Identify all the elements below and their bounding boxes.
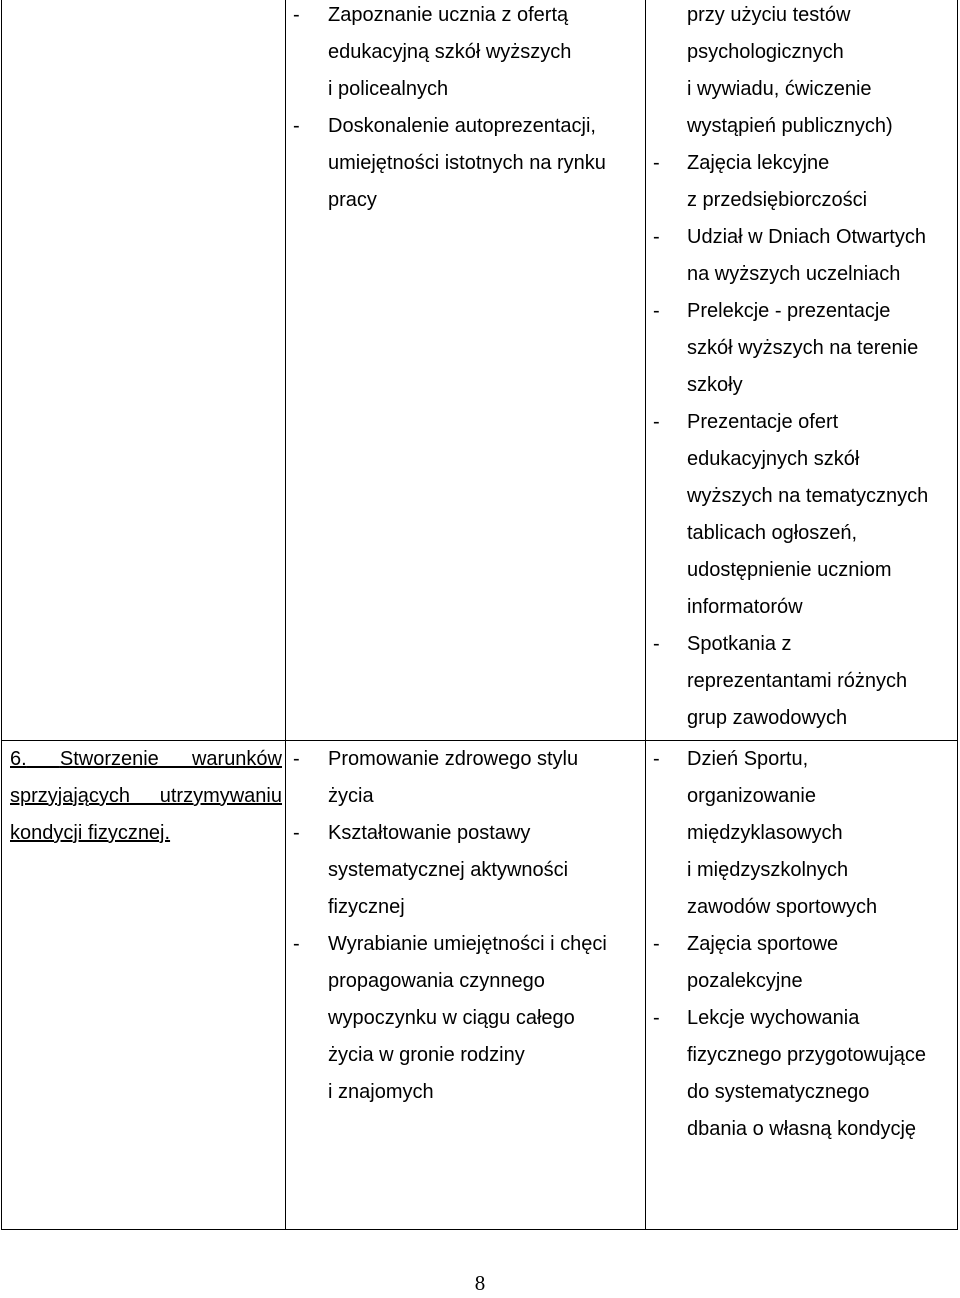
list-item-line: fizycznego przygotowujące: [687, 1044, 927, 1066]
list-bullet-dash: -: [293, 748, 300, 770]
goal-line-1: [10, 741, 282, 778]
table-bottom-border: [1, 1229, 958, 1230]
list-item-line: Lekcje wychowania: [687, 1007, 860, 1029]
list-item-line: szkoły: [687, 374, 743, 396]
list-item-line: dbania o własną kondycję: [687, 1118, 917, 1140]
goal-line-2: sprzyjających utrzymywaniu: [10, 785, 282, 807]
list-bullet-dash: -: [653, 152, 660, 174]
list-item-line: edukacyjną szkół wyższych: [328, 41, 572, 63]
list-item-line: systematycznej aktywności: [328, 859, 569, 881]
list-item-line: Zajęcia sportowe: [687, 933, 839, 955]
list-item-line: reprezentantami różnych: [687, 670, 908, 692]
goal-cell: [10, 741, 282, 852]
list-item-line: z przedsiębiorczości: [687, 189, 868, 211]
list-item-line: życia w gronie rodziny: [328, 1044, 525, 1066]
list-item-line: i znajomych: [328, 1081, 434, 1103]
list-item-line: międzyklasowych: [687, 822, 843, 844]
list-item-line: edukacyjnych szkół: [687, 448, 860, 470]
list-bullet-dash: -: [653, 1007, 660, 1029]
list-bullet-dash: -: [293, 822, 300, 844]
list-bullet-dash: -: [293, 4, 300, 26]
list-bullet-dash: -: [653, 633, 660, 655]
list-item-line: grup zawodowych: [687, 707, 848, 729]
list-item-line: fizycznej: [328, 896, 405, 918]
table-column-divider-2: [645, 0, 646, 1230]
list-item-line: Wyrabianie umiejętności i chęci: [328, 933, 607, 955]
list-item-line: Doskonalenie autoprezentacji,: [328, 115, 596, 137]
list-item-line: do systematycznego: [687, 1081, 870, 1103]
list-item-line: zawodów sportowych: [687, 896, 878, 918]
list-item-line: Promowanie zdrowego stylu: [328, 748, 579, 770]
list-bullet-dash: -: [293, 933, 300, 955]
goal-text: Stworzenie warunków: [59, 748, 282, 770]
list-bullet-dash: -: [293, 115, 300, 137]
table-column-divider-1: [285, 0, 286, 1230]
page-number: 8: [474, 1271, 486, 1295]
list-item-line: udostępnienie uczniom: [687, 559, 892, 581]
list-item-line: wystąpień publicznych): [687, 115, 893, 137]
list-item-line: życia: [328, 785, 374, 807]
list-item-line: na wyższych uczelniach: [687, 263, 901, 285]
list-item-line: psychologicznych: [687, 41, 844, 63]
list-item-line: Prelekcje - prezentacje: [687, 300, 891, 322]
list-bullet-dash: -: [653, 226, 660, 248]
list-item-line: organizowanie: [687, 785, 816, 807]
list-bullet-dash: -: [653, 748, 660, 770]
list-item-line: i policealnych: [328, 78, 449, 100]
list-item-line: Kształtowanie postawy: [328, 822, 531, 844]
table-right-border: [957, 0, 958, 1230]
list-item-line: przy użyciu testów: [687, 4, 851, 26]
list-item-line: i wywiadu, ćwiczenie: [687, 78, 872, 100]
list-item-line: Zapoznanie ucznia z ofertą: [328, 4, 569, 26]
list-item-line: Dzień Sportu,: [687, 748, 809, 770]
list-item-line: Spotkania z: [687, 633, 792, 655]
goal-number: 6.: [10, 748, 27, 770]
list-bullet-dash: -: [653, 411, 660, 433]
list-item-line: tablicach ogłoszeń,: [687, 522, 858, 544]
table-left-border: [1, 0, 2, 1230]
list-item-line: wypoczynku w ciągu całego: [328, 1007, 575, 1029]
list-item-line: Zajęcia lekcyjne: [687, 152, 830, 174]
list-bullet-dash: -: [653, 300, 660, 322]
list-item-line: pracy: [328, 189, 377, 211]
list-item-line: pozalekcyjne: [687, 970, 803, 992]
list-item-line: umiejętności istotnych na rynku: [328, 152, 606, 174]
list-bullet-dash: -: [653, 933, 660, 955]
list-item-line: informatorów: [687, 596, 803, 618]
list-item-line: Udział w Dniach Otwartych: [687, 226, 926, 248]
list-item-line: wyższych na tematycznych: [687, 485, 929, 507]
list-item-line: propagowania czynnego: [328, 970, 545, 992]
list-item-line: szkół wyższych na terenie: [687, 337, 919, 359]
goal-line-3: kondycji fizycznej.: [10, 822, 171, 844]
list-item-line: i międzyszkolnych: [687, 859, 849, 881]
list-item-line: Prezentacje ofert: [687, 411, 839, 433]
